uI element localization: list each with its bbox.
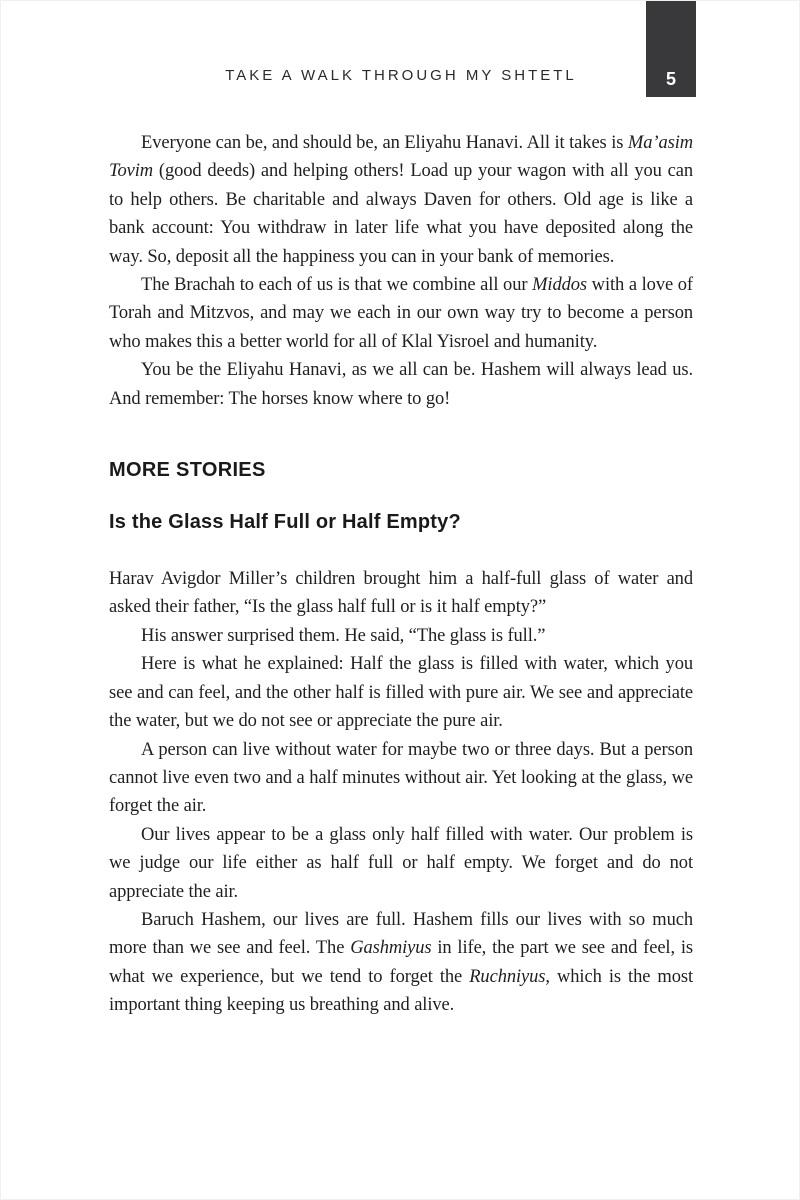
section-heading: MORE STORIES xyxy=(109,459,266,482)
body-paragraph: Our lives appear to be a glass only half filled with water. Our problem is we judge our life either as half full or half empty. We forget and do not appreciate the air. xyxy=(109,824,693,902)
page-body xyxy=(109,129,693,1020)
body-paragraph: A person can live without water for maybe two or three days. But a person cannot live even two and a half minutes without air. Yet looking at the glass, we forget the air. xyxy=(109,739,693,817)
body-paragraph: Everyone can be, and should be, an Eliyahu Hanavi. All it takes is Ma’asim Tovim (good deeds) and helping others! Load up your wagon with all you can to help others. Be charitable and always Daven for others. Old age is like a bank account: You withdraw in later life what you have deposited along the way. So, deposit all the happiness you can in your bank of memories. xyxy=(109,133,693,267)
running-header-title: TAKE A WALK THROUGH MY SHTETL xyxy=(225,67,577,84)
body-paragraph: The Brachah to each of us is that we combine all our Middos with a love of Torah and Mitzvos, and may we each in our own way try to become a person who makes this a better world for all of Klal Yisroel and humanity. xyxy=(109,275,693,352)
body-paragraph: Baruch Hashem, our lives are full. Hashem fills our lives with so much more than we see and feel. The Gashmiyus in life, the part we see and feel, is what we experience, but we tend to forget the Ruchniyus, which is the most important thing keeping us breathing and alive. xyxy=(109,909,694,1016)
page-number-box xyxy=(646,1,696,97)
body-paragraph: Harav Avigdor Miller’s children brought him a half-full glass of water and asked their father, “Is the glass half full or is it half empty?” xyxy=(109,569,693,618)
page-number: 5 xyxy=(665,69,676,89)
story-subheading: Is the Glass Half Full or Half Empty? xyxy=(109,511,461,534)
body-paragraph: His answer surprised them. He said, “The glass is full.” xyxy=(141,625,546,646)
body-paragraph: You be the Eliyahu Hanavi, as we all can be. Hashem will always lead us. And remember: The horses know where to go! xyxy=(109,360,693,409)
body-paragraph: Here is what he explained: Half the glass is filled with water, which you see and can feel, and the other half is filled with pure air. We see and appreciate the water, but we do not see or appreciate the pure air. xyxy=(109,654,693,732)
